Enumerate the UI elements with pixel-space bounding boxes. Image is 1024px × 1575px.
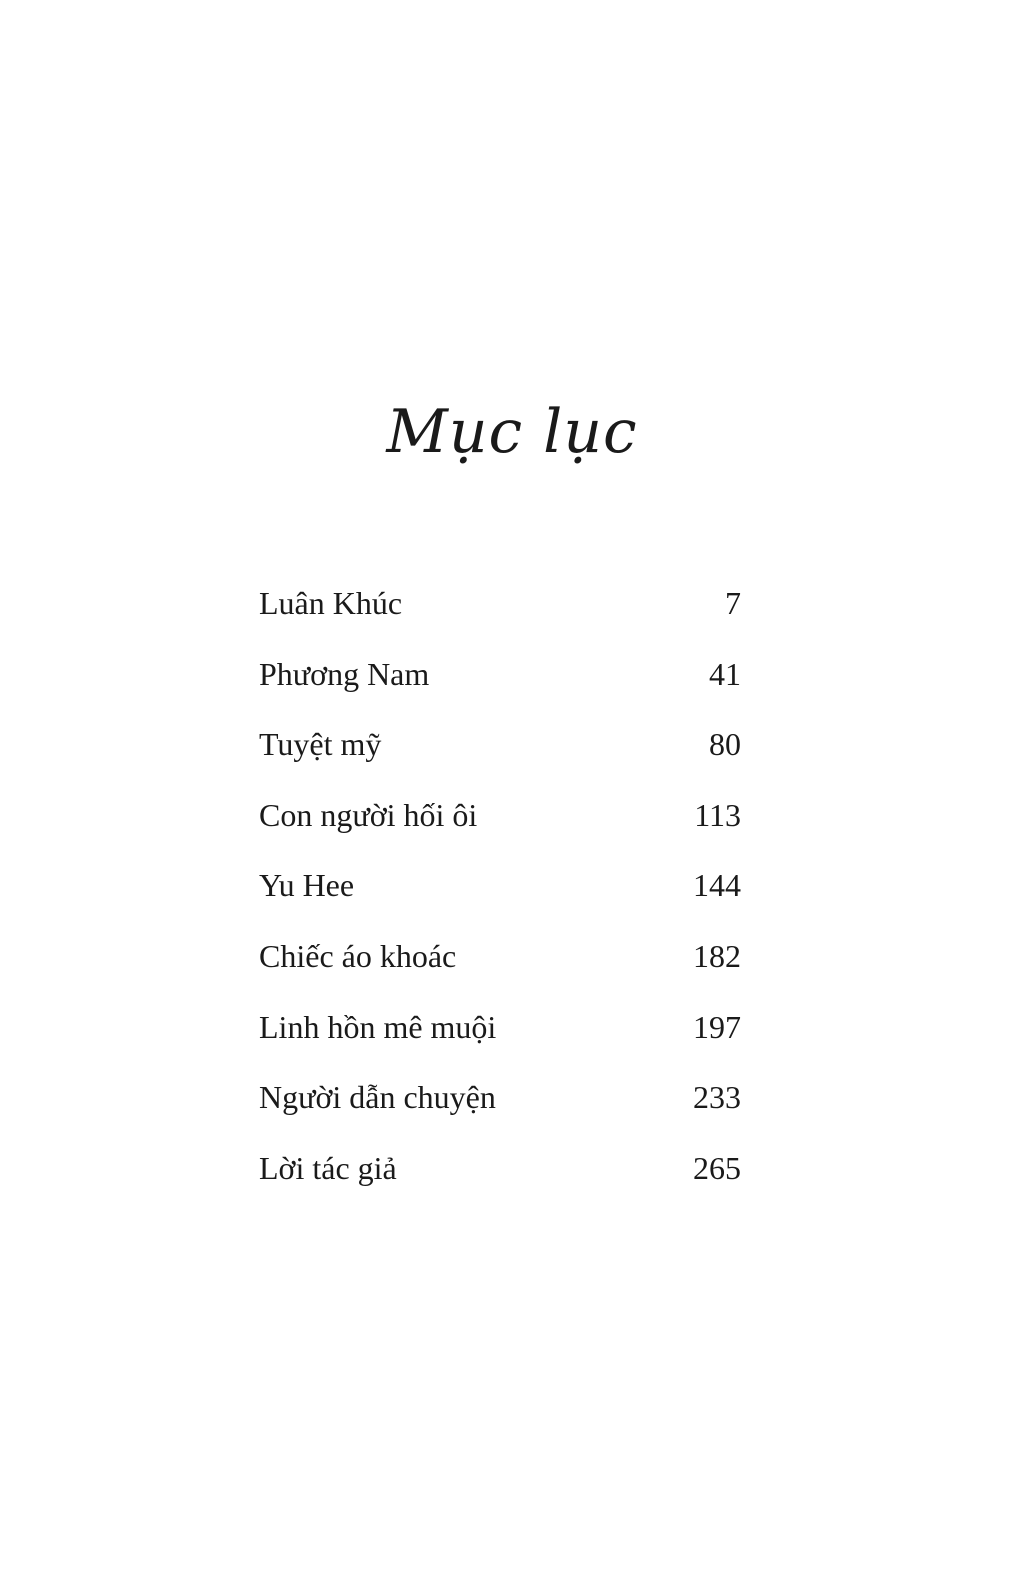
- toc-entry: [259, 1143, 741, 1214]
- toc-entry-title: Lời tác giả: [259, 1149, 397, 1186]
- page-title: Mục lục: [386, 397, 638, 468]
- table-of-contents: [259, 578, 741, 1213]
- toc-entry-title: Chiếc áo khoác: [259, 937, 457, 974]
- toc-entry-title: Phương Nam: [259, 655, 430, 692]
- toc-entry: [259, 719, 741, 790]
- toc-entry-title: Luân Khúc: [259, 585, 403, 621]
- toc-entry-title: Tuyệt mỹ: [259, 726, 382, 763]
- toc-entry: [259, 790, 741, 861]
- toc-entry: [259, 1072, 741, 1143]
- toc-entry-page: 265: [693, 1149, 741, 1186]
- toc-entry-page: 197: [693, 1008, 741, 1045]
- toc-entry: [259, 860, 741, 931]
- toc-entry: [259, 649, 741, 720]
- toc-entry-page: 41: [709, 655, 741, 692]
- toc-entry: [259, 931, 741, 1002]
- toc-entry-page: 144: [693, 867, 741, 904]
- toc-entry-title: Con người hối ôi: [259, 796, 478, 833]
- toc-entry: [259, 578, 741, 649]
- toc-entry-page: 80: [709, 726, 741, 763]
- toc-entry-page: 7: [725, 585, 741, 621]
- toc-entry-page: 182: [693, 937, 741, 974]
- toc-entry-title: Người dẫn chuyện: [259, 1079, 496, 1116]
- toc-entry: [259, 1002, 741, 1073]
- toc-entry-title: Linh hồn mê muội: [259, 1008, 497, 1045]
- toc-entry-title: Yu Hee: [259, 867, 355, 904]
- toc-entry-page: 233: [693, 1079, 741, 1116]
- toc-entry-page: 113: [694, 796, 741, 833]
